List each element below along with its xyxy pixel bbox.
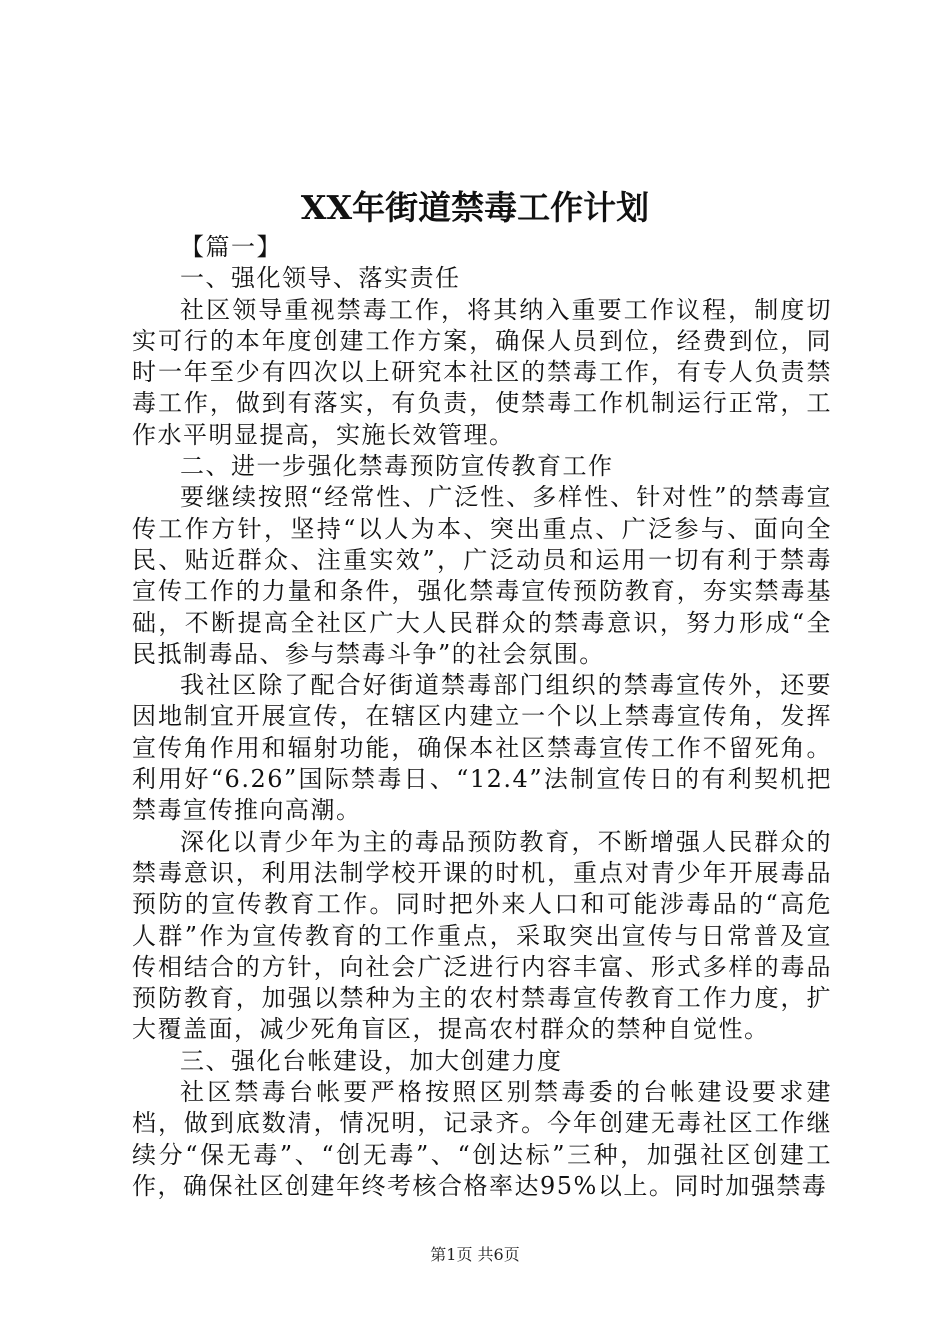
page-indicator: 第1页 共6页: [430, 1245, 520, 1264]
document-title: XX年街道禁毒工作计划: [300, 188, 650, 227]
paragraph: 社区禁毒台帐要严格按照区别禁毒委的台帐建设要求建档，做到底数清，情况明，记录齐。今年创建无毒社区工作继续分“保无毒”、“创无毒”、“创达标”三种，加强社区创建工作，确保社区创建年终考核合格率达95%以上。同时加强禁毒: [132, 1078, 832, 1200]
paragraph: 社区领导重视禁毒工作，将其纳入重要工作议程，制度切实可行的本年度创建工作方案，确保人员到位，经费到位，同时一年至少有四次以上研究本社区的禁毒工作，有专人负责禁毒工作，做到有落实，有负责，使禁毒工作机制运行正常，工作水平明显提高，实施长效管理。: [132, 295, 832, 449]
heading-2: 二、进一步强化禁毒预防宣传教育工作: [180, 452, 614, 481]
paragraph: 我社区除了配合好街道禁毒部门组织的禁毒宣传外，还要因地制宜开展宣传，在辖区内建立一个以上禁毒宣传角，发挥宣传角作用和辐射功能，确保本社区禁毒宣传工作不留死角。利用好“6.26”国际禁毒日、“12.4”法制宣传日的有利契机把禁毒宣传推向高潮。: [132, 671, 832, 825]
heading-3: 三、强化台帐建设，加大创建力度: [180, 1046, 563, 1075]
section-label: 【篇一】: [180, 233, 282, 261]
paragraph: 要继续按照“经常性、广泛性、多样性、针对性”的禁毒宣传工作方针，坚持“以人为本、突出重点、广泛参与、面向全民、贴近群众、注重实效”，广泛动员和运用一切有利于禁毒宣传工作的力量和条件，强化禁毒宣传预防教育，夯实禁毒基础，不断提高全社区广大人民群众的禁毒意识，努力形成“全民抵制毒品、参与禁毒斗争”的社会氛围。: [132, 483, 832, 668]
paragraph: 深化以青少年为主的毒品预防教育，不断增强人民群众的禁毒意识，利用法制学校开课的时机，重点对青少年开展毒品预防的宣传教育工作。同时把外来人口和可能涉毒品的“高危人群”作为宣传教育的工作重点，采取突出宣传与日常普及宣传相结合的方针，向社会广泛进行内容丰富、形式多样的毒品预防教育，加强以禁种为主的农村禁毒宣传教育工作力度，扩大覆盖面，减少死角盲区，提高农村群众的禁种自觉性。: [132, 827, 832, 1044]
document-body: [132, 232, 832, 1202]
heading-1: 一、强化领导、落实责任: [180, 264, 461, 293]
